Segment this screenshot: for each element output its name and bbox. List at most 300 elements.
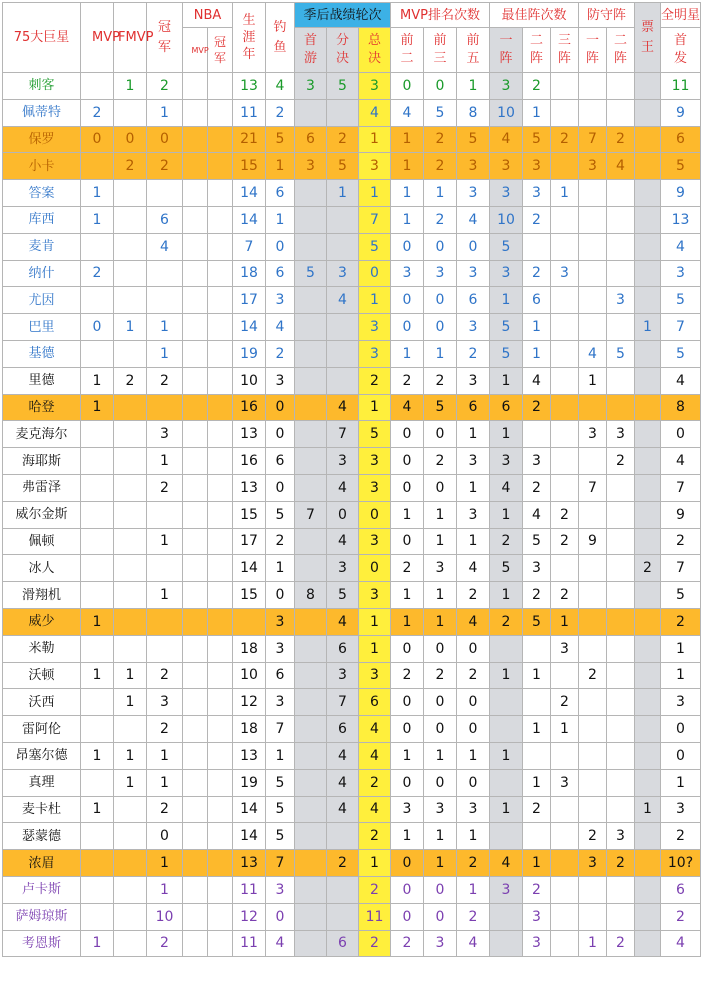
stat-cell — [183, 394, 208, 421]
stat-cell — [295, 716, 327, 743]
stat-cell: 3 — [359, 528, 391, 555]
stat-cell — [327, 340, 359, 367]
stat-cell — [183, 662, 208, 689]
stat-cell: 4 — [457, 555, 490, 582]
stat-cell: 2 — [523, 260, 551, 287]
stat-cell: 0 — [147, 823, 183, 850]
stat-cell: 7 — [266, 850, 295, 877]
stat-cell: 1 — [490, 742, 523, 769]
stat-cell: 3 — [295, 153, 327, 180]
stat-cell — [551, 314, 579, 341]
stat-cell — [551, 233, 579, 260]
stat-cell: 19 — [233, 769, 266, 796]
player-name: 雷阿伦 — [3, 716, 81, 743]
stat-cell: 1 — [457, 73, 490, 100]
stat-cell: 0 — [359, 501, 391, 528]
stat-cell: 1 — [147, 850, 183, 877]
stat-cell — [607, 876, 635, 903]
stat-cell: 2 — [147, 662, 183, 689]
col-fish: 钓鱼 — [266, 3, 295, 73]
stat-cell: 1 — [359, 608, 391, 635]
stat-cell: 4 — [661, 448, 701, 475]
stat-cell: 1 — [523, 314, 551, 341]
stat-cell: 3 — [266, 608, 295, 635]
stats-table — [2, 2, 701, 957]
stat-cell — [295, 876, 327, 903]
stat-cell: 3 — [607, 421, 635, 448]
stat-cell: 2 — [424, 448, 457, 475]
col-nba-champ: 冠军 — [208, 28, 233, 73]
stat-cell — [208, 930, 233, 957]
stat-cell — [327, 823, 359, 850]
stat-cell: 2 — [359, 823, 391, 850]
stat-cell: 5 — [523, 528, 551, 555]
stat-cell: 2 — [490, 528, 523, 555]
stat-cell — [579, 206, 607, 233]
stat-cell: 1 — [359, 635, 391, 662]
stat-cell: 4 — [523, 501, 551, 528]
stat-cell — [551, 153, 579, 180]
stat-cell — [81, 421, 114, 448]
stat-cell: 3 — [147, 421, 183, 448]
stat-cell: 0 — [391, 635, 424, 662]
stat-cell: 2 — [327, 850, 359, 877]
stat-cell: 3 — [457, 796, 490, 823]
table-row — [3, 850, 701, 877]
group-all-nba: 最佳阵次数 — [490, 3, 579, 28]
stat-cell: 2 — [661, 903, 701, 930]
stat-cell — [208, 206, 233, 233]
stat-cell: 1 — [424, 742, 457, 769]
stat-cell — [183, 73, 208, 100]
col-nba-top: NBA — [183, 3, 233, 28]
stat-cell — [327, 903, 359, 930]
stat-cell: 3 — [295, 73, 327, 100]
stat-cell — [183, 99, 208, 126]
stat-cell — [295, 903, 327, 930]
stat-cell: 11 — [661, 73, 701, 100]
stat-cell — [81, 528, 114, 555]
stat-cell: 3 — [266, 876, 295, 903]
stat-cell: 3 — [359, 314, 391, 341]
stat-cell: 5 — [661, 153, 701, 180]
stat-cell: 3 — [457, 367, 490, 394]
stat-cell: 10 — [147, 903, 183, 930]
stat-cell: 3 — [147, 689, 183, 716]
stat-cell — [607, 394, 635, 421]
stat-cell: 14 — [233, 555, 266, 582]
stat-cell — [551, 903, 579, 930]
table-row — [3, 582, 701, 609]
table-row — [3, 448, 701, 475]
stat-cell: 1 — [391, 340, 424, 367]
table-row — [3, 99, 701, 126]
stat-cell — [81, 153, 114, 180]
stat-cell: 4 — [266, 314, 295, 341]
stat-cell: 1 — [457, 823, 490, 850]
stat-cell — [81, 448, 114, 475]
stat-cell — [635, 206, 661, 233]
stat-cell: 7 — [266, 716, 295, 743]
stat-cell — [579, 314, 607, 341]
stat-cell — [579, 742, 607, 769]
stat-cell: 4 — [490, 126, 523, 153]
stat-cell: 0 — [457, 716, 490, 743]
stat-cell: 3 — [359, 153, 391, 180]
table-row — [3, 662, 701, 689]
stat-cell — [208, 850, 233, 877]
stat-cell — [183, 448, 208, 475]
stat-cell — [208, 689, 233, 716]
stat-cell: 3 — [457, 153, 490, 180]
stat-cell — [114, 233, 147, 260]
stat-cell — [183, 421, 208, 448]
table-row — [3, 742, 701, 769]
stat-cell: 1 — [391, 501, 424, 528]
stat-cell — [635, 448, 661, 475]
stat-cell — [295, 233, 327, 260]
stat-cell: 1 — [147, 528, 183, 555]
stat-cell: 1 — [266, 742, 295, 769]
stat-cell: 13 — [233, 73, 266, 100]
stat-cell — [81, 582, 114, 609]
stat-cell: 1 — [635, 314, 661, 341]
stat-cell: 4 — [266, 930, 295, 957]
stat-cell — [579, 233, 607, 260]
stat-cell — [579, 180, 607, 207]
stat-cell: 6 — [327, 930, 359, 957]
stat-cell — [208, 153, 233, 180]
stat-cell: 5 — [490, 555, 523, 582]
stat-cell: 3 — [266, 287, 295, 314]
stat-cell: 5 — [661, 287, 701, 314]
stat-cell: 7 — [295, 501, 327, 528]
stat-cell: 1 — [635, 796, 661, 823]
stat-cell: 15 — [233, 153, 266, 180]
col-conf-finals: 分决 — [327, 28, 359, 73]
stat-cell — [147, 394, 183, 421]
stat-cell — [327, 233, 359, 260]
stat-cell: 0 — [424, 233, 457, 260]
stat-cell: 4 — [359, 716, 391, 743]
stat-cell — [183, 689, 208, 716]
stat-cell: 0 — [424, 716, 457, 743]
stat-cell: 5 — [266, 796, 295, 823]
stat-cell: 12 — [233, 903, 266, 930]
stat-cell: 3 — [266, 367, 295, 394]
stat-cell — [81, 823, 114, 850]
player-name: 里德 — [3, 367, 81, 394]
stat-cell: 3 — [490, 73, 523, 100]
stat-cell: 3 — [359, 73, 391, 100]
stat-cell — [607, 260, 635, 287]
stat-cell — [114, 180, 147, 207]
stat-cell: 0 — [391, 474, 424, 501]
stat-cell: 16 — [233, 448, 266, 475]
stat-cell: 9 — [661, 180, 701, 207]
stat-cell — [208, 126, 233, 153]
stat-cell — [208, 903, 233, 930]
col-champ: 冠军 — [147, 3, 183, 73]
table-row — [3, 876, 701, 903]
stat-cell: 12 — [233, 689, 266, 716]
stat-cell: 2 — [424, 206, 457, 233]
stat-cell — [607, 501, 635, 528]
stat-cell: 2 — [391, 367, 424, 394]
stat-cell: 2 — [359, 367, 391, 394]
stat-cell — [81, 769, 114, 796]
stat-cell: 3 — [579, 850, 607, 877]
stat-cell: 4 — [661, 367, 701, 394]
stat-cell: 7 — [327, 421, 359, 448]
stat-cell: 2 — [551, 582, 579, 609]
stat-cell — [295, 769, 327, 796]
stat-cell: 7 — [661, 555, 701, 582]
stat-cell: 0 — [457, 689, 490, 716]
stat-cell: 2 — [147, 73, 183, 100]
stat-cell: 0 — [81, 126, 114, 153]
stat-cell: 1 — [523, 850, 551, 877]
table-row — [3, 206, 701, 233]
stat-cell: 7 — [579, 126, 607, 153]
stat-cell: 3 — [457, 180, 490, 207]
stat-cell: 0 — [391, 233, 424, 260]
stat-cell: 0 — [266, 582, 295, 609]
stat-cell: 2 — [147, 930, 183, 957]
stat-cell — [635, 608, 661, 635]
stat-cell — [551, 421, 579, 448]
stat-cell — [490, 823, 523, 850]
stat-cell: 2 — [424, 367, 457, 394]
stat-cell: 1 — [391, 823, 424, 850]
stat-cell — [635, 474, 661, 501]
stat-cell: 5 — [424, 394, 457, 421]
stat-cell: 1 — [490, 796, 523, 823]
player-name: 浓眉 — [3, 850, 81, 877]
stat-cell — [490, 716, 523, 743]
stat-cell: 3 — [359, 474, 391, 501]
stat-cell — [114, 608, 147, 635]
stat-cell: 5 — [327, 73, 359, 100]
stat-cell: 2 — [523, 474, 551, 501]
stat-cell: 1 — [523, 769, 551, 796]
stat-cell — [183, 287, 208, 314]
stat-cell: 1 — [424, 528, 457, 555]
stat-cell: 2 — [579, 662, 607, 689]
stat-cell: 1 — [661, 769, 701, 796]
player-name: 萨姆琼斯 — [3, 903, 81, 930]
stat-cell: 6 — [661, 876, 701, 903]
stat-cell: 4 — [490, 474, 523, 501]
stat-cell — [635, 850, 661, 877]
group-scoring: 票王 — [635, 3, 661, 73]
stat-cell: 2 — [457, 340, 490, 367]
stat-cell: 18 — [233, 635, 266, 662]
stat-cell: 2 — [391, 930, 424, 957]
player-name: 佩蒂特 — [3, 99, 81, 126]
stat-cell: 2 — [391, 662, 424, 689]
stat-cell — [295, 823, 327, 850]
stat-cell: 7 — [579, 474, 607, 501]
table-row — [3, 73, 701, 100]
stat-cell: 3 — [579, 153, 607, 180]
stat-cell — [233, 608, 266, 635]
stat-cell: 10 — [490, 206, 523, 233]
table-row — [3, 233, 701, 260]
stat-cell — [183, 153, 208, 180]
stat-cell — [607, 180, 635, 207]
stat-cell: 6 — [490, 394, 523, 421]
stat-cell: 3 — [523, 180, 551, 207]
stat-cell: 1 — [147, 448, 183, 475]
stat-cell: 2 — [635, 555, 661, 582]
stat-cell — [295, 367, 327, 394]
stat-cell — [295, 394, 327, 421]
player-name: 滑翔机 — [3, 582, 81, 609]
stat-cell: 1 — [490, 421, 523, 448]
stat-cell: 5 — [607, 340, 635, 367]
stat-cell: 1 — [523, 716, 551, 743]
stat-cell: 1 — [523, 662, 551, 689]
stat-cell — [81, 903, 114, 930]
stat-cell — [183, 180, 208, 207]
stat-cell — [114, 555, 147, 582]
stat-cell — [579, 287, 607, 314]
stat-cell — [147, 555, 183, 582]
stat-cell: 1 — [551, 180, 579, 207]
stat-cell: 5 — [266, 769, 295, 796]
stat-cell: 17 — [233, 528, 266, 555]
stat-cell: 11 — [233, 99, 266, 126]
stat-cell: 7 — [233, 233, 266, 260]
stat-cell: 9 — [661, 501, 701, 528]
table-row — [3, 689, 701, 716]
stat-cell — [114, 287, 147, 314]
player-name: 沃顿 — [3, 662, 81, 689]
stat-cell — [579, 876, 607, 903]
stat-cell: 1 — [424, 823, 457, 850]
stat-cell — [551, 850, 579, 877]
stat-cell: 0 — [424, 635, 457, 662]
stat-cell: 2 — [81, 99, 114, 126]
stat-cell: 3 — [266, 635, 295, 662]
stat-cell: 6 — [266, 260, 295, 287]
stat-cell: 0 — [359, 555, 391, 582]
stat-cell: 6 — [661, 126, 701, 153]
stat-cell: 1 — [81, 367, 114, 394]
stat-cell — [579, 769, 607, 796]
stat-cell — [114, 850, 147, 877]
stat-cell: 1 — [391, 126, 424, 153]
stat-cell: 3 — [579, 421, 607, 448]
stat-cell: 11 — [233, 876, 266, 903]
col-finals: 总决 — [359, 28, 391, 73]
table-row — [3, 903, 701, 930]
stat-cell: 0 — [391, 716, 424, 743]
stat-cell: 1 — [661, 635, 701, 662]
player-name: 考恩斯 — [3, 930, 81, 957]
stat-cell: 5 — [661, 582, 701, 609]
stat-cell: 2 — [424, 662, 457, 689]
player-name: 佩顿 — [3, 528, 81, 555]
stat-cell: 2 — [147, 716, 183, 743]
table-row — [3, 608, 701, 635]
stat-cell: 2 — [523, 73, 551, 100]
stat-cell — [114, 448, 147, 475]
player-name: 保罗 — [3, 126, 81, 153]
player-name: 瑟蒙德 — [3, 823, 81, 850]
stat-cell: 3 — [607, 287, 635, 314]
stat-cell: 3 — [391, 796, 424, 823]
stat-cell: 3 — [359, 582, 391, 609]
stat-cell — [295, 555, 327, 582]
stat-cell — [607, 662, 635, 689]
stat-cell: 3 — [661, 689, 701, 716]
stat-cell: 1 — [359, 126, 391, 153]
stat-cell: 13 — [233, 742, 266, 769]
stat-cell: 10 — [233, 662, 266, 689]
stat-cell — [523, 421, 551, 448]
stat-cell: 1 — [114, 73, 147, 100]
table-row — [3, 501, 701, 528]
stat-cell: 2 — [661, 608, 701, 635]
stat-cell — [81, 876, 114, 903]
stat-cell: 1 — [147, 876, 183, 903]
stat-cell — [523, 635, 551, 662]
stat-cell — [523, 233, 551, 260]
stat-cell: 2 — [359, 769, 391, 796]
stat-cell — [208, 474, 233, 501]
stat-cell — [183, 340, 208, 367]
player-name: 刺客 — [3, 73, 81, 100]
stat-cell: 0 — [391, 876, 424, 903]
stat-cell — [183, 582, 208, 609]
stat-cell: 1 — [81, 742, 114, 769]
col-fmvp: FMVP — [114, 3, 147, 73]
stat-cell — [183, 528, 208, 555]
stat-cell: 6 — [327, 716, 359, 743]
stat-cell: 4 — [457, 608, 490, 635]
stat-cell: 4 — [457, 930, 490, 957]
player-name: 纳什 — [3, 260, 81, 287]
stat-cell — [551, 823, 579, 850]
stat-cell: 2 — [551, 528, 579, 555]
stat-cell — [551, 555, 579, 582]
col-nba1: 一阵 — [490, 28, 523, 73]
stat-cell: 2 — [579, 823, 607, 850]
stat-cell — [208, 582, 233, 609]
stat-cell: 1 — [81, 180, 114, 207]
table-row — [3, 555, 701, 582]
stat-cell — [635, 769, 661, 796]
stat-cell: 3 — [424, 930, 457, 957]
stat-cell: 5 — [266, 501, 295, 528]
stat-cell: 2 — [551, 689, 579, 716]
player-name: 库西 — [3, 206, 81, 233]
stat-cell: 0 — [661, 742, 701, 769]
stat-cell — [208, 421, 233, 448]
stat-cell — [635, 635, 661, 662]
stat-cell: 3 — [391, 260, 424, 287]
stat-cell: 1 — [359, 850, 391, 877]
stat-cell — [208, 340, 233, 367]
stat-cell: 1 — [424, 582, 457, 609]
table-row — [3, 421, 701, 448]
stat-cell: 0 — [359, 260, 391, 287]
stat-cell — [579, 501, 607, 528]
col-top2: 前二 — [391, 28, 424, 73]
stat-cell — [490, 635, 523, 662]
